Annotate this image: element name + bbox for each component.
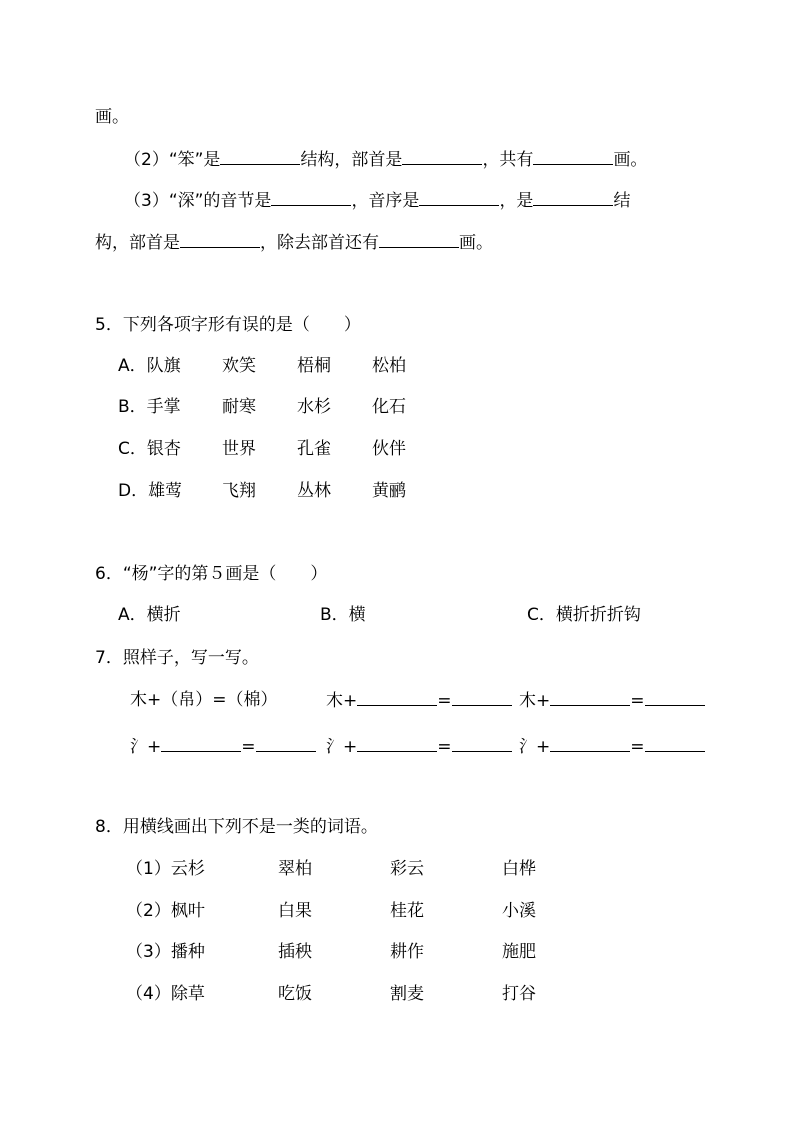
word[interactable]: 割麦 xyxy=(390,984,424,1004)
answer-blank[interactable] xyxy=(357,689,437,706)
question-7-item-1: 木+ = xyxy=(326,689,512,712)
word[interactable]: 小溪 xyxy=(502,901,536,921)
answer-blank[interactable] xyxy=(452,735,512,752)
word[interactable]: （1）云杉 xyxy=(126,859,205,879)
word[interactable]: 翠柏 xyxy=(278,859,312,879)
question-6-option-a[interactable]: A．横折 xyxy=(118,605,181,625)
word[interactable]: 白果 xyxy=(278,901,312,921)
question-7-item-4: 氵+ = xyxy=(326,735,512,758)
answer-blank[interactable] xyxy=(161,735,241,752)
word[interactable]: （3）播种 xyxy=(126,942,205,962)
answer-blank[interactable] xyxy=(533,189,613,206)
question-6-option-c[interactable]: C．横折折折钩 xyxy=(527,605,641,625)
question-4-3: （3）“深”的音节是 ，音序是 ，是 结 xyxy=(124,191,631,211)
question-7-item-5: 氵+ = xyxy=(519,735,705,758)
answer-blank[interactable] xyxy=(419,189,499,206)
question-4-2: （2）“笨”是 结构，部首是 ，共有 画。 xyxy=(124,150,648,170)
word[interactable]: （2）枫叶 xyxy=(126,901,205,921)
question-7-example: 木+（帛）=（棉） xyxy=(130,690,278,710)
text-line-stroke-end: 画。 xyxy=(95,107,129,127)
answer-blank[interactable] xyxy=(550,735,630,752)
answer-blank[interactable] xyxy=(402,148,482,165)
answer-blank[interactable] xyxy=(271,189,351,206)
word[interactable]: 吃饭 xyxy=(278,984,312,1004)
word[interactable]: （4）除草 xyxy=(126,984,205,1004)
word[interactable]: 施肥 xyxy=(502,942,536,962)
question-4-3-continued: 构，部首是 ，除去部首还有 画。 xyxy=(95,233,493,253)
answer-blank[interactable] xyxy=(550,689,630,706)
word[interactable]: 彩云 xyxy=(390,859,424,879)
word[interactable]: 桂花 xyxy=(390,901,424,921)
answer-blank[interactable] xyxy=(645,689,705,706)
answer-blank[interactable] xyxy=(180,231,260,248)
answer-blank[interactable] xyxy=(452,689,512,706)
answer-blank[interactable] xyxy=(357,735,437,752)
answer-blank[interactable] xyxy=(645,735,705,752)
word[interactable]: 耕作 xyxy=(390,942,424,962)
answer-blank[interactable] xyxy=(379,231,459,248)
word[interactable]: 插秧 xyxy=(278,942,312,962)
question-7-item-3: 氵+ = xyxy=(130,735,316,758)
question-7-title: 7．照样子，写一写。 xyxy=(95,648,259,668)
answer-blank[interactable] xyxy=(533,148,613,165)
question-6-option-b[interactable]: B．横 xyxy=(320,605,366,625)
answer-blank[interactable] xyxy=(256,735,316,752)
word[interactable]: 白桦 xyxy=(502,859,536,879)
word[interactable]: 打谷 xyxy=(502,984,536,1004)
question-7-item-2: 木+ = xyxy=(519,689,705,712)
question-6-title: 6．“杨”字的第５画是（ ） xyxy=(95,564,328,584)
question-5-title: 5．下列各项字形有误的是（ ） xyxy=(95,315,361,335)
answer-blank[interactable] xyxy=(220,148,300,165)
question-8-title: 8．用横线画出下列不是一类的词语。 xyxy=(95,817,378,837)
